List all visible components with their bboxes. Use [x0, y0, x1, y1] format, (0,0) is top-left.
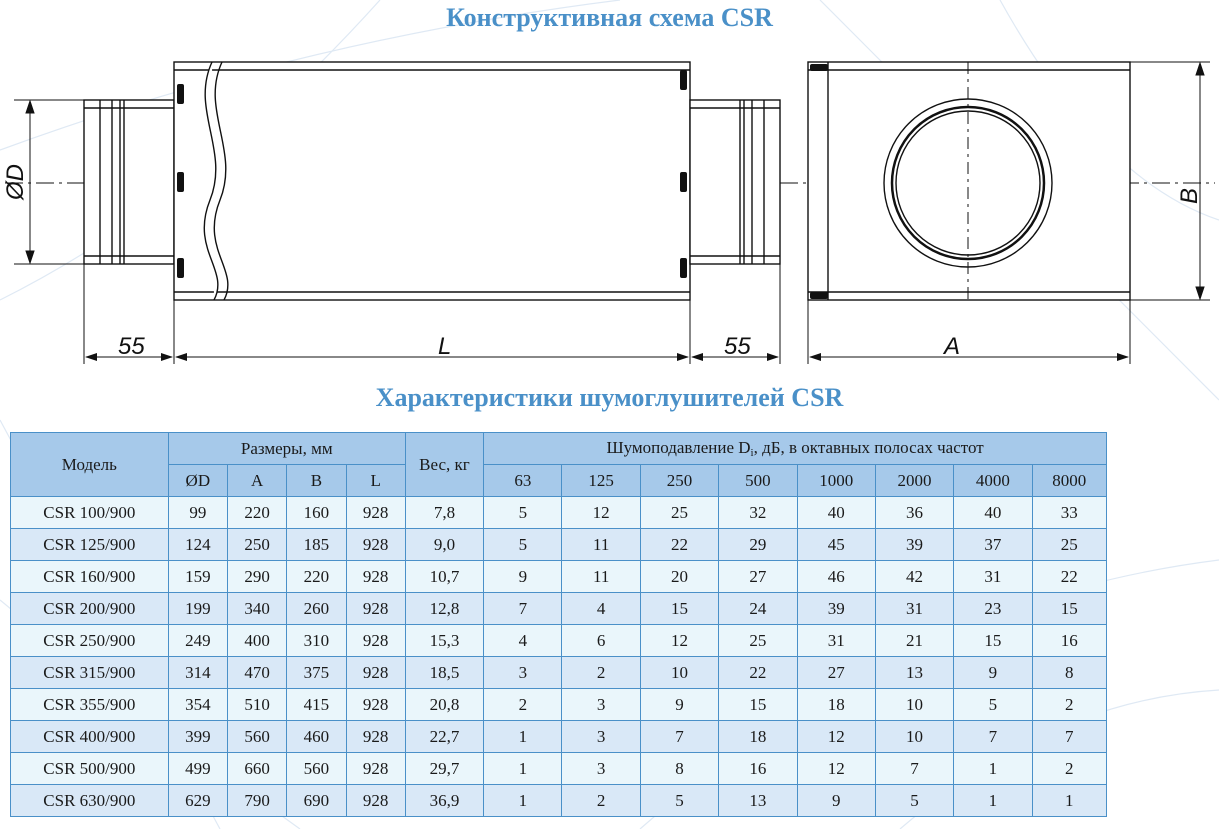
table-header-row	[11, 433, 1107, 465]
model-cell: CSR 355/900	[11, 689, 169, 721]
table-cell: 7	[954, 721, 1032, 753]
scheme-title: Конструктивная схема CSR	[446, 3, 773, 32]
table-cell: 1	[484, 753, 562, 785]
subheader-cell: L	[346, 465, 405, 497]
model-cell: CSR 500/900	[11, 753, 169, 785]
table-cell: 4	[562, 593, 640, 625]
table-cell: 5	[875, 785, 953, 817]
table-cell: 9	[640, 689, 718, 721]
table-cell: 399	[168, 721, 227, 753]
table-cell: 29	[719, 529, 797, 561]
table-row	[11, 753, 1107, 785]
table-cell: 40	[797, 497, 875, 529]
table-cell: 9	[797, 785, 875, 817]
table-cell: 36	[875, 497, 953, 529]
table-cell: 5	[484, 497, 562, 529]
table-cell: 1	[954, 785, 1032, 817]
table-cell: 7,8	[405, 497, 483, 529]
left-spigot	[84, 100, 174, 264]
subheader-cell: A	[227, 465, 286, 497]
table-cell: 9	[484, 561, 562, 593]
table-cell: 354	[168, 689, 227, 721]
silencer-body	[174, 62, 690, 300]
table-cell: 39	[797, 593, 875, 625]
table-cell: 415	[287, 689, 346, 721]
table-cell: 18	[719, 721, 797, 753]
header-weight: Вес, кг	[405, 433, 483, 497]
table-cell: 10	[875, 721, 953, 753]
table-cell: 314	[168, 657, 227, 689]
subheader-cell: B	[287, 465, 346, 497]
table-row	[11, 497, 1107, 529]
table-cell: 660	[227, 753, 286, 785]
frequency-header: 125	[562, 465, 640, 497]
table-row	[11, 689, 1107, 721]
frequency-header: 1000	[797, 465, 875, 497]
table-cell: 31	[875, 593, 953, 625]
table-cell: 15	[719, 689, 797, 721]
header-attenuation-pre: Шумоподавление D	[606, 438, 751, 457]
model-cell: CSR 100/900	[11, 497, 169, 529]
table-cell: 18,5	[405, 657, 483, 689]
table-cell: 2	[1032, 689, 1106, 721]
table-cell: 13	[875, 657, 953, 689]
table-cell: 470	[227, 657, 286, 689]
table-cell: 1	[1032, 785, 1106, 817]
table-cell: 7	[1032, 721, 1106, 753]
table-cell: 20,8	[405, 689, 483, 721]
table-cell: 7	[640, 721, 718, 753]
characteristics-table	[10, 432, 1107, 817]
dim-a-label: A	[944, 333, 961, 360]
dim-left-55-label: 55	[118, 333, 145, 360]
table-cell: 25	[1032, 529, 1106, 561]
table-cell: 11	[562, 561, 640, 593]
table-cell: 20	[640, 561, 718, 593]
table-subheader-row	[11, 465, 1107, 497]
table-cell: 33	[1032, 497, 1106, 529]
header-attenuation-sub: i	[750, 447, 754, 459]
table-cell: 16	[1032, 625, 1106, 657]
table-cell: 460	[287, 721, 346, 753]
table-cell: 12	[797, 721, 875, 753]
table-cell: 5	[640, 785, 718, 817]
table-cell: 185	[287, 529, 346, 561]
header-model: Модель	[11, 433, 169, 497]
table-cell: 16	[719, 753, 797, 785]
table-cell: 340	[227, 593, 286, 625]
table-cell: 928	[346, 593, 405, 625]
dim-l-label: L	[438, 333, 452, 360]
table-cell: 15,3	[405, 625, 483, 657]
table-cell: 3	[562, 753, 640, 785]
table-cell: 15	[954, 625, 1032, 657]
table-cell: 310	[287, 625, 346, 657]
table-cell: 46	[797, 561, 875, 593]
table-cell: 499	[168, 753, 227, 785]
table-cell: 9,0	[405, 529, 483, 561]
table-cell: 928	[346, 689, 405, 721]
table-cell: 8	[640, 753, 718, 785]
table-cell: 24	[719, 593, 797, 625]
table-cell: 45	[797, 529, 875, 561]
table-cell: 1	[484, 721, 562, 753]
table-cell: 21	[875, 625, 953, 657]
frequency-header: 2000	[875, 465, 953, 497]
table-cell: 37	[954, 529, 1032, 561]
table-row	[11, 657, 1107, 689]
table-cell: 159	[168, 561, 227, 593]
table-cell: 510	[227, 689, 286, 721]
table-cell: 27	[797, 657, 875, 689]
model-cell: CSR 250/900	[11, 625, 169, 657]
table-cell: 124	[168, 529, 227, 561]
table-cell: 5	[484, 529, 562, 561]
table-cell: 250	[227, 529, 286, 561]
table-cell: 15	[640, 593, 718, 625]
table-cell: 400	[227, 625, 286, 657]
table-cell: 10	[640, 657, 718, 689]
table-cell: 2	[484, 689, 562, 721]
table-row	[11, 785, 1107, 817]
table-cell: 2	[562, 657, 640, 689]
table-cell: 2	[1032, 753, 1106, 785]
table-row	[11, 561, 1107, 593]
table-cell: 31	[797, 625, 875, 657]
table-cell: 29,7	[405, 753, 483, 785]
header-attenuation-post: , дБ, в октавных полосах частот	[753, 438, 984, 457]
table-cell: 3	[562, 721, 640, 753]
header-dimensions: Размеры, мм	[168, 433, 405, 465]
table-cell: 22	[719, 657, 797, 689]
table-row	[11, 625, 1107, 657]
table-cell: 6	[562, 625, 640, 657]
table-cell: 375	[287, 657, 346, 689]
table-row	[11, 593, 1107, 625]
table-cell: 928	[346, 785, 405, 817]
model-cell: CSR 125/900	[11, 529, 169, 561]
frequency-header: 500	[719, 465, 797, 497]
table-cell: 560	[287, 753, 346, 785]
right-spigot	[690, 100, 780, 264]
table-cell: 39	[875, 529, 953, 561]
table-cell: 12	[797, 753, 875, 785]
table-cell: 9	[954, 657, 1032, 689]
table-cell: 928	[346, 753, 405, 785]
end-view	[808, 62, 1130, 300]
table-cell: 260	[287, 593, 346, 625]
table-cell: 15	[1032, 593, 1106, 625]
table-title: Характеристики шумоглушителей CSR	[375, 383, 844, 412]
table-cell: 928	[346, 625, 405, 657]
table-cell: 560	[227, 721, 286, 753]
table-cell: 220	[287, 561, 346, 593]
dim-b-lines	[1130, 62, 1210, 300]
dim-right-55-label: 55	[724, 333, 751, 360]
table-cell: 22	[640, 529, 718, 561]
table-cell: 8	[1032, 657, 1106, 689]
table-cell: 220	[227, 497, 286, 529]
table-cell: 2	[562, 785, 640, 817]
table-cell: 13	[719, 785, 797, 817]
table-cell: 12	[640, 625, 718, 657]
table-cell: 27	[719, 561, 797, 593]
table-cell: 928	[346, 497, 405, 529]
frequency-header: 4000	[954, 465, 1032, 497]
table-cell: 10	[875, 689, 953, 721]
table-cell: 42	[875, 561, 953, 593]
table-cell: 3	[484, 657, 562, 689]
table-cell: 31	[954, 561, 1032, 593]
table-cell: 629	[168, 785, 227, 817]
table-cell: 928	[346, 529, 405, 561]
table-cell: 199	[168, 593, 227, 625]
subheader-cell: ØD	[168, 465, 227, 497]
table-cell: 12	[562, 497, 640, 529]
table-cell: 36,9	[405, 785, 483, 817]
table-cell: 5	[954, 689, 1032, 721]
model-cell: CSR 400/900	[11, 721, 169, 753]
table-cell: 18	[797, 689, 875, 721]
table-cell: 4	[484, 625, 562, 657]
table-body	[11, 497, 1107, 817]
model-cell: CSR 315/900	[11, 657, 169, 689]
table-cell: 928	[346, 561, 405, 593]
table-cell: 25	[719, 625, 797, 657]
table-cell: 25	[640, 497, 718, 529]
table-cell: 11	[562, 529, 640, 561]
table-cell: 690	[287, 785, 346, 817]
model-cell: CSR 630/900	[11, 785, 169, 817]
table-cell: 7	[875, 753, 953, 785]
table-cell: 1	[954, 753, 1032, 785]
table-cell: 32	[719, 497, 797, 529]
table-cell: 160	[287, 497, 346, 529]
silencer-drawing	[0, 40, 1219, 380]
table-row	[11, 529, 1107, 561]
table-cell: 249	[168, 625, 227, 657]
table-cell: 290	[227, 561, 286, 593]
table-cell: 99	[168, 497, 227, 529]
table-cell: 928	[346, 721, 405, 753]
table-cell: 40	[954, 497, 1032, 529]
header-attenuation	[484, 433, 1107, 465]
dim-d-label: ØD	[2, 164, 29, 200]
table-cell: 10,7	[405, 561, 483, 593]
frequency-header: 8000	[1032, 465, 1106, 497]
model-cell: CSR 160/900	[11, 561, 169, 593]
frequency-header: 250	[640, 465, 718, 497]
table-cell: 928	[346, 657, 405, 689]
table-cell: 1	[484, 785, 562, 817]
dim-b-label: B	[1176, 187, 1203, 204]
table-cell: 22,7	[405, 721, 483, 753]
table-cell: 790	[227, 785, 286, 817]
table-cell: 3	[562, 689, 640, 721]
table-cell: 7	[484, 593, 562, 625]
table-cell: 22	[1032, 561, 1106, 593]
table-cell: 12,8	[405, 593, 483, 625]
table-row	[11, 721, 1107, 753]
table-cell: 23	[954, 593, 1032, 625]
model-cell: CSR 200/900	[11, 593, 169, 625]
frequency-header: 63	[484, 465, 562, 497]
